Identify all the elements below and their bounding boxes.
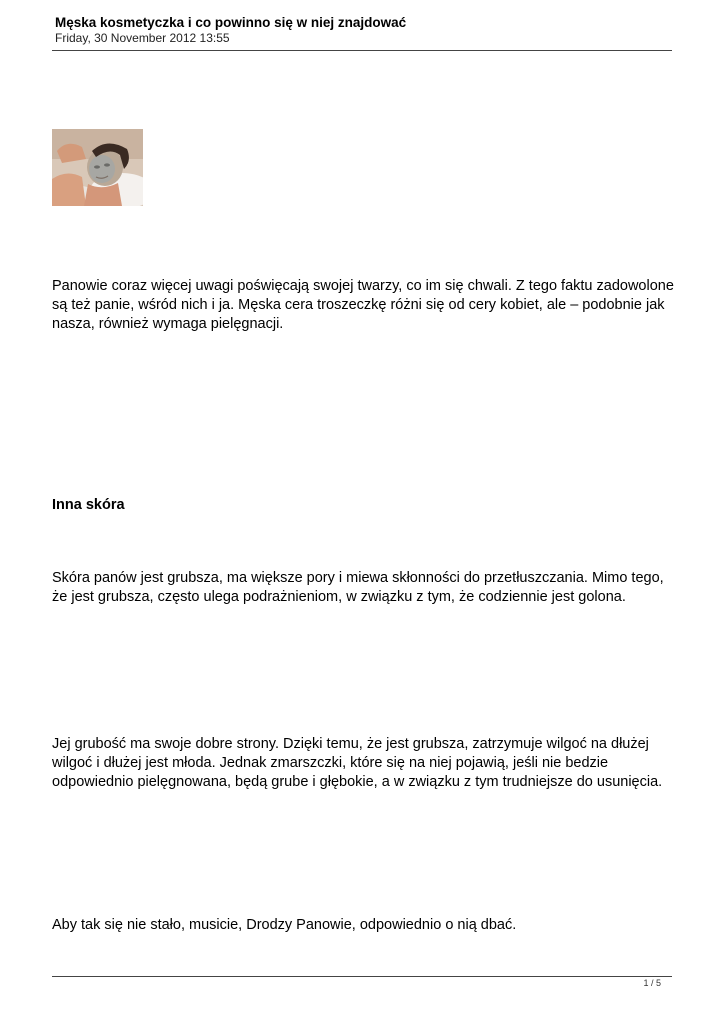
header-divider (52, 50, 672, 51)
intro-paragraph: Panowie coraz więcej uwagi poświęcają swojej twarzy, co im się chwali. Z tego faktu zadowolone są też panie, wśród nich i ja. Męska cera troszeczkę różni się od cery kobiet, ale – podobnie jak nasza, również wymaga pielęgnacji. (52, 278, 674, 332)
section-heading: Inna skóra (52, 497, 125, 513)
page-header (55, 15, 672, 46)
man-with-face-mask-photo (52, 129, 143, 206)
paragraph-skin-thickness: Skóra panów jest grubsza, ma większe pory i miewa skłonności do przetłuszczania. Mimo tego, że jest grubsza, często ulega podrażnieniom, w związku z tym, że codziennie jest golona. (52, 570, 664, 605)
document-date: Friday, 30 November 2012 13:55 (55, 31, 230, 45)
paragraph-thickness-benefits: Jej grubość ma swoje dobre strony. Dzięki temu, że jest grubsza, zatrzymuje wilgoć na dłużej wilgoć i dłużej jest młoda. Jednak zmarszczki, które się na niej pojawią, jeśli nie bedzie odpowiednio pielęgnowana, będą grube i głębokie, a w związku z tym trudniejsze do usunięcia. (52, 736, 663, 790)
document-title: Męska kosmetyczka i co powinno się w niej znajdować (55, 15, 407, 30)
page-number: 1 / 5 (643, 978, 661, 988)
footer-divider (52, 976, 672, 977)
paragraph-care-advice: Aby tak się nie stało, musicie, Drodzy Panowie, odpowiednio o nią dbać. (52, 917, 517, 933)
